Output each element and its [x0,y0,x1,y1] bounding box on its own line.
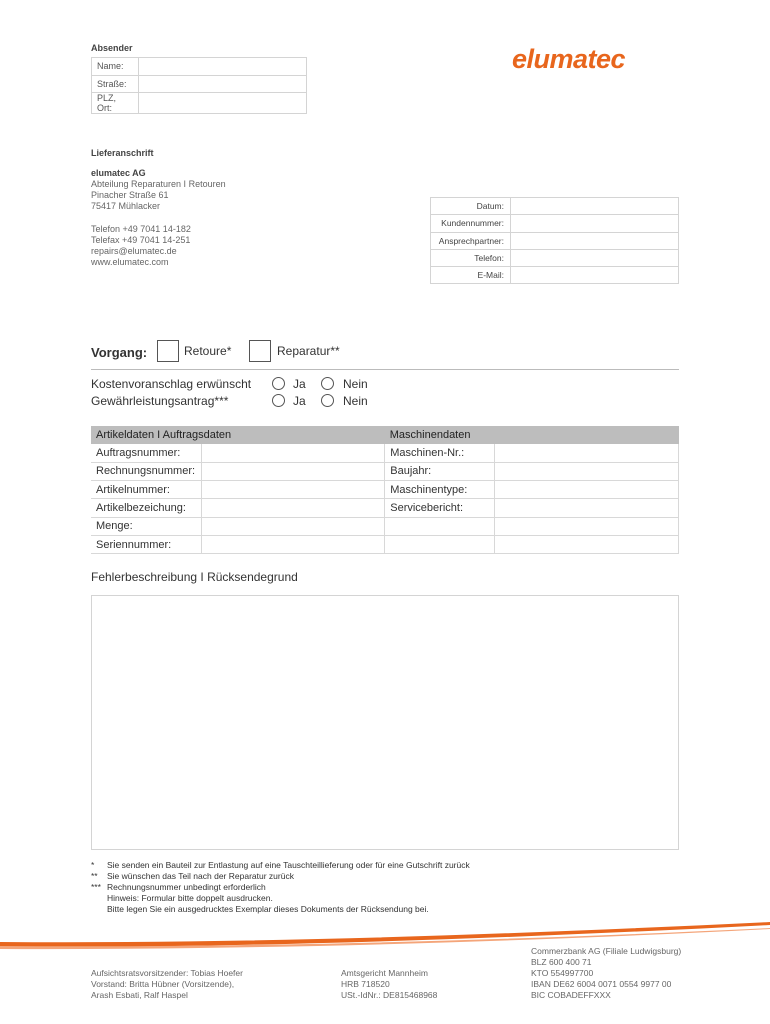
extra-input[interactable] [495,517,679,535]
machine-number-input[interactable] [495,444,679,462]
footnote [91,860,470,871]
meta-row [431,249,679,266]
table-row [91,444,679,462]
invoice-number-input[interactable] [202,462,385,480]
table-row [91,481,679,499]
footer-line: Amtsgericht Mannheim [341,968,428,978]
repair-checkbox[interactable] [249,340,271,362]
warranty-question-label: Gewährleistungsantrag*** [91,394,229,408]
quantity-input[interactable] [202,517,385,535]
quote-question-label: Kostenvoranschlag erwünscht [91,377,252,391]
table-row [91,462,679,480]
delivery-title: Lieferanschrift [91,148,154,158]
article-number-input[interactable] [202,481,385,499]
delivery-line: 75417 Mühlacker [91,201,161,211]
meta-row [431,215,679,232]
meta-row [431,232,679,249]
footnote-text: Sie wünschen das Teil nach der Reparatur zurück [107,871,294,881]
footnotes [91,860,470,915]
footnote-mark: *** [91,882,101,892]
build-year-input[interactable] [495,462,679,480]
footnote-mark [91,893,107,904]
footnote-mark: * [91,860,95,870]
sender-row-street [92,75,307,93]
delivery-email-link[interactable]: repairs@elumatec.de [91,246,177,256]
return-checkbox[interactable] [157,340,179,362]
build-year-label: Baujahr: [385,462,495,480]
service-report-input[interactable] [495,499,679,517]
table-row [91,517,679,535]
warranty-yes-radio[interactable] [272,394,285,407]
quote-no-label: Nein [343,377,368,391]
phone-input[interactable] [511,249,679,266]
sender-title: Absender [91,43,133,53]
warranty-yes-label: Ja [293,394,306,408]
extra-input[interactable] [495,535,679,553]
warranty-no-label: Nein [343,394,368,408]
contact-person-input[interactable] [511,232,679,249]
sender-street-label: Straße: [92,75,139,93]
serial-number-label: Seriennummer: [91,535,202,553]
return-label: Retoure* [184,344,232,358]
serial-number-input[interactable] [202,535,385,553]
error-description-title: Fehlerbeschreibung I Rücksendegrund [91,570,298,584]
footer-board [91,968,243,1001]
company-logo: elumatec [512,44,626,74]
article-machine-table [91,426,679,554]
quote-yes-radio[interactable] [272,377,285,390]
invoice-number-label: Rechnungsnummer: [91,462,202,480]
meta-row [431,198,679,215]
service-report-label: Servicebericht: [385,499,495,517]
order-number-label: Auftragsnummer: [91,444,202,462]
delivery-fax: Telefax +49 7041 14-251 [91,235,191,245]
machine-type-input[interactable] [495,481,679,499]
footer-line: Aufsichtsratsvorsitzender: Tobias Hoefer [91,968,243,978]
machine-number-label: Maschinen-Nr.: [385,444,495,462]
footer-line: Arash Esbati, Ralf Haspel [91,990,188,1000]
delivery-line: Pinacher Straße 61 [91,190,169,200]
quote-yes-label: Ja [293,377,306,391]
footer-court [341,968,437,1001]
delivery-contact [91,224,191,268]
email-input[interactable] [511,267,679,284]
customer-number-label: Kundennummer: [431,215,511,232]
machine-type-label: Maschinentype: [385,481,495,499]
sender-city-label: PLZ, Ort: [92,93,139,114]
footnote-text: Sie senden ein Bauteil zur Entlastung auf eine Tauschteillieferung oder für eine Gutschrift zurück [107,860,470,870]
repair-label: Reparatur** [277,344,340,358]
error-description-textarea[interactable] [91,595,679,850]
footnote [91,871,470,882]
quote-no-radio[interactable] [321,377,334,390]
footnote [91,882,470,893]
meta-row [431,267,679,284]
footer-line: Vorstand: Britta Hübner (Vorsitzende), [91,979,235,989]
footer-line: BLZ 600 400 71 [531,957,592,967]
footnote-mark [91,904,107,915]
date-label: Datum: [431,198,511,215]
footnote-mark: ** [91,871,98,881]
sender-table [91,57,307,114]
sender-row-city [92,93,307,114]
delivery-company: elumatec AG [91,168,146,178]
footer-bank [531,946,681,1001]
footer-line: USt.-IdNr.: DE815468968 [341,990,438,1000]
article-description-label: Artikelbezeichung: [91,499,202,517]
sender-city-input[interactable] [139,93,307,114]
machine-data-header: Maschinendaten [385,426,679,444]
footnote [91,893,470,904]
footer-line: HRB 718520 [341,979,390,989]
customer-number-input[interactable] [511,215,679,232]
delivery-website-link[interactable]: www.elumatec.com [91,257,169,267]
order-number-input[interactable] [202,444,385,462]
sender-name-label: Name: [92,58,139,76]
warranty-no-radio[interactable] [321,394,334,407]
delivery-line: Abteilung Reparaturen I Retouren [91,179,226,189]
sender-row-name [92,58,307,76]
delivery-phone: Telefon +49 7041 14-182 [91,224,191,234]
empty-label [385,535,495,553]
process-label: Vorgang: [91,345,148,360]
phone-label: Telefon: [431,249,511,266]
contact-person-label: Ansprechpartner: [431,232,511,249]
footnote-text: Bitte legen Sie ein ausgedrucktes Exemplar dieses Dokuments der Rücksendung bei. [107,904,429,914]
article-data-header: Artikeldaten I Auftragsdaten [91,426,385,444]
empty-label [385,517,495,535]
sender-street-input[interactable] [139,75,307,93]
table-row [91,499,679,517]
meta-table [430,197,679,284]
footnote [91,904,470,915]
email-label: E-Mail: [431,267,511,284]
date-input[interactable] [511,198,679,215]
article-description-input[interactable] [202,499,385,517]
divider [91,369,679,370]
footnote-text: Rechnungsnummer unbedingt erforderlich [107,882,266,892]
article-number-label: Artikelnummer: [91,481,202,499]
footer-line: IBAN DE62 6004 0071 0554 9977 00 [531,979,672,989]
footnote-text: Hinweis: Formular bitte doppelt ausdrucken. [107,893,273,903]
delivery-address [91,168,226,212]
table-header-row [91,426,679,444]
sender-name-input[interactable] [139,58,307,76]
quantity-label: Menge: [91,517,202,535]
table-row [91,535,679,553]
footer-line: BIC COBADEFFXXX [531,990,611,1000]
footer-line: Commerzbank AG (Filiale Ludwigsburg) [531,946,682,956]
footer-line: KTO 554997700 [531,968,594,978]
